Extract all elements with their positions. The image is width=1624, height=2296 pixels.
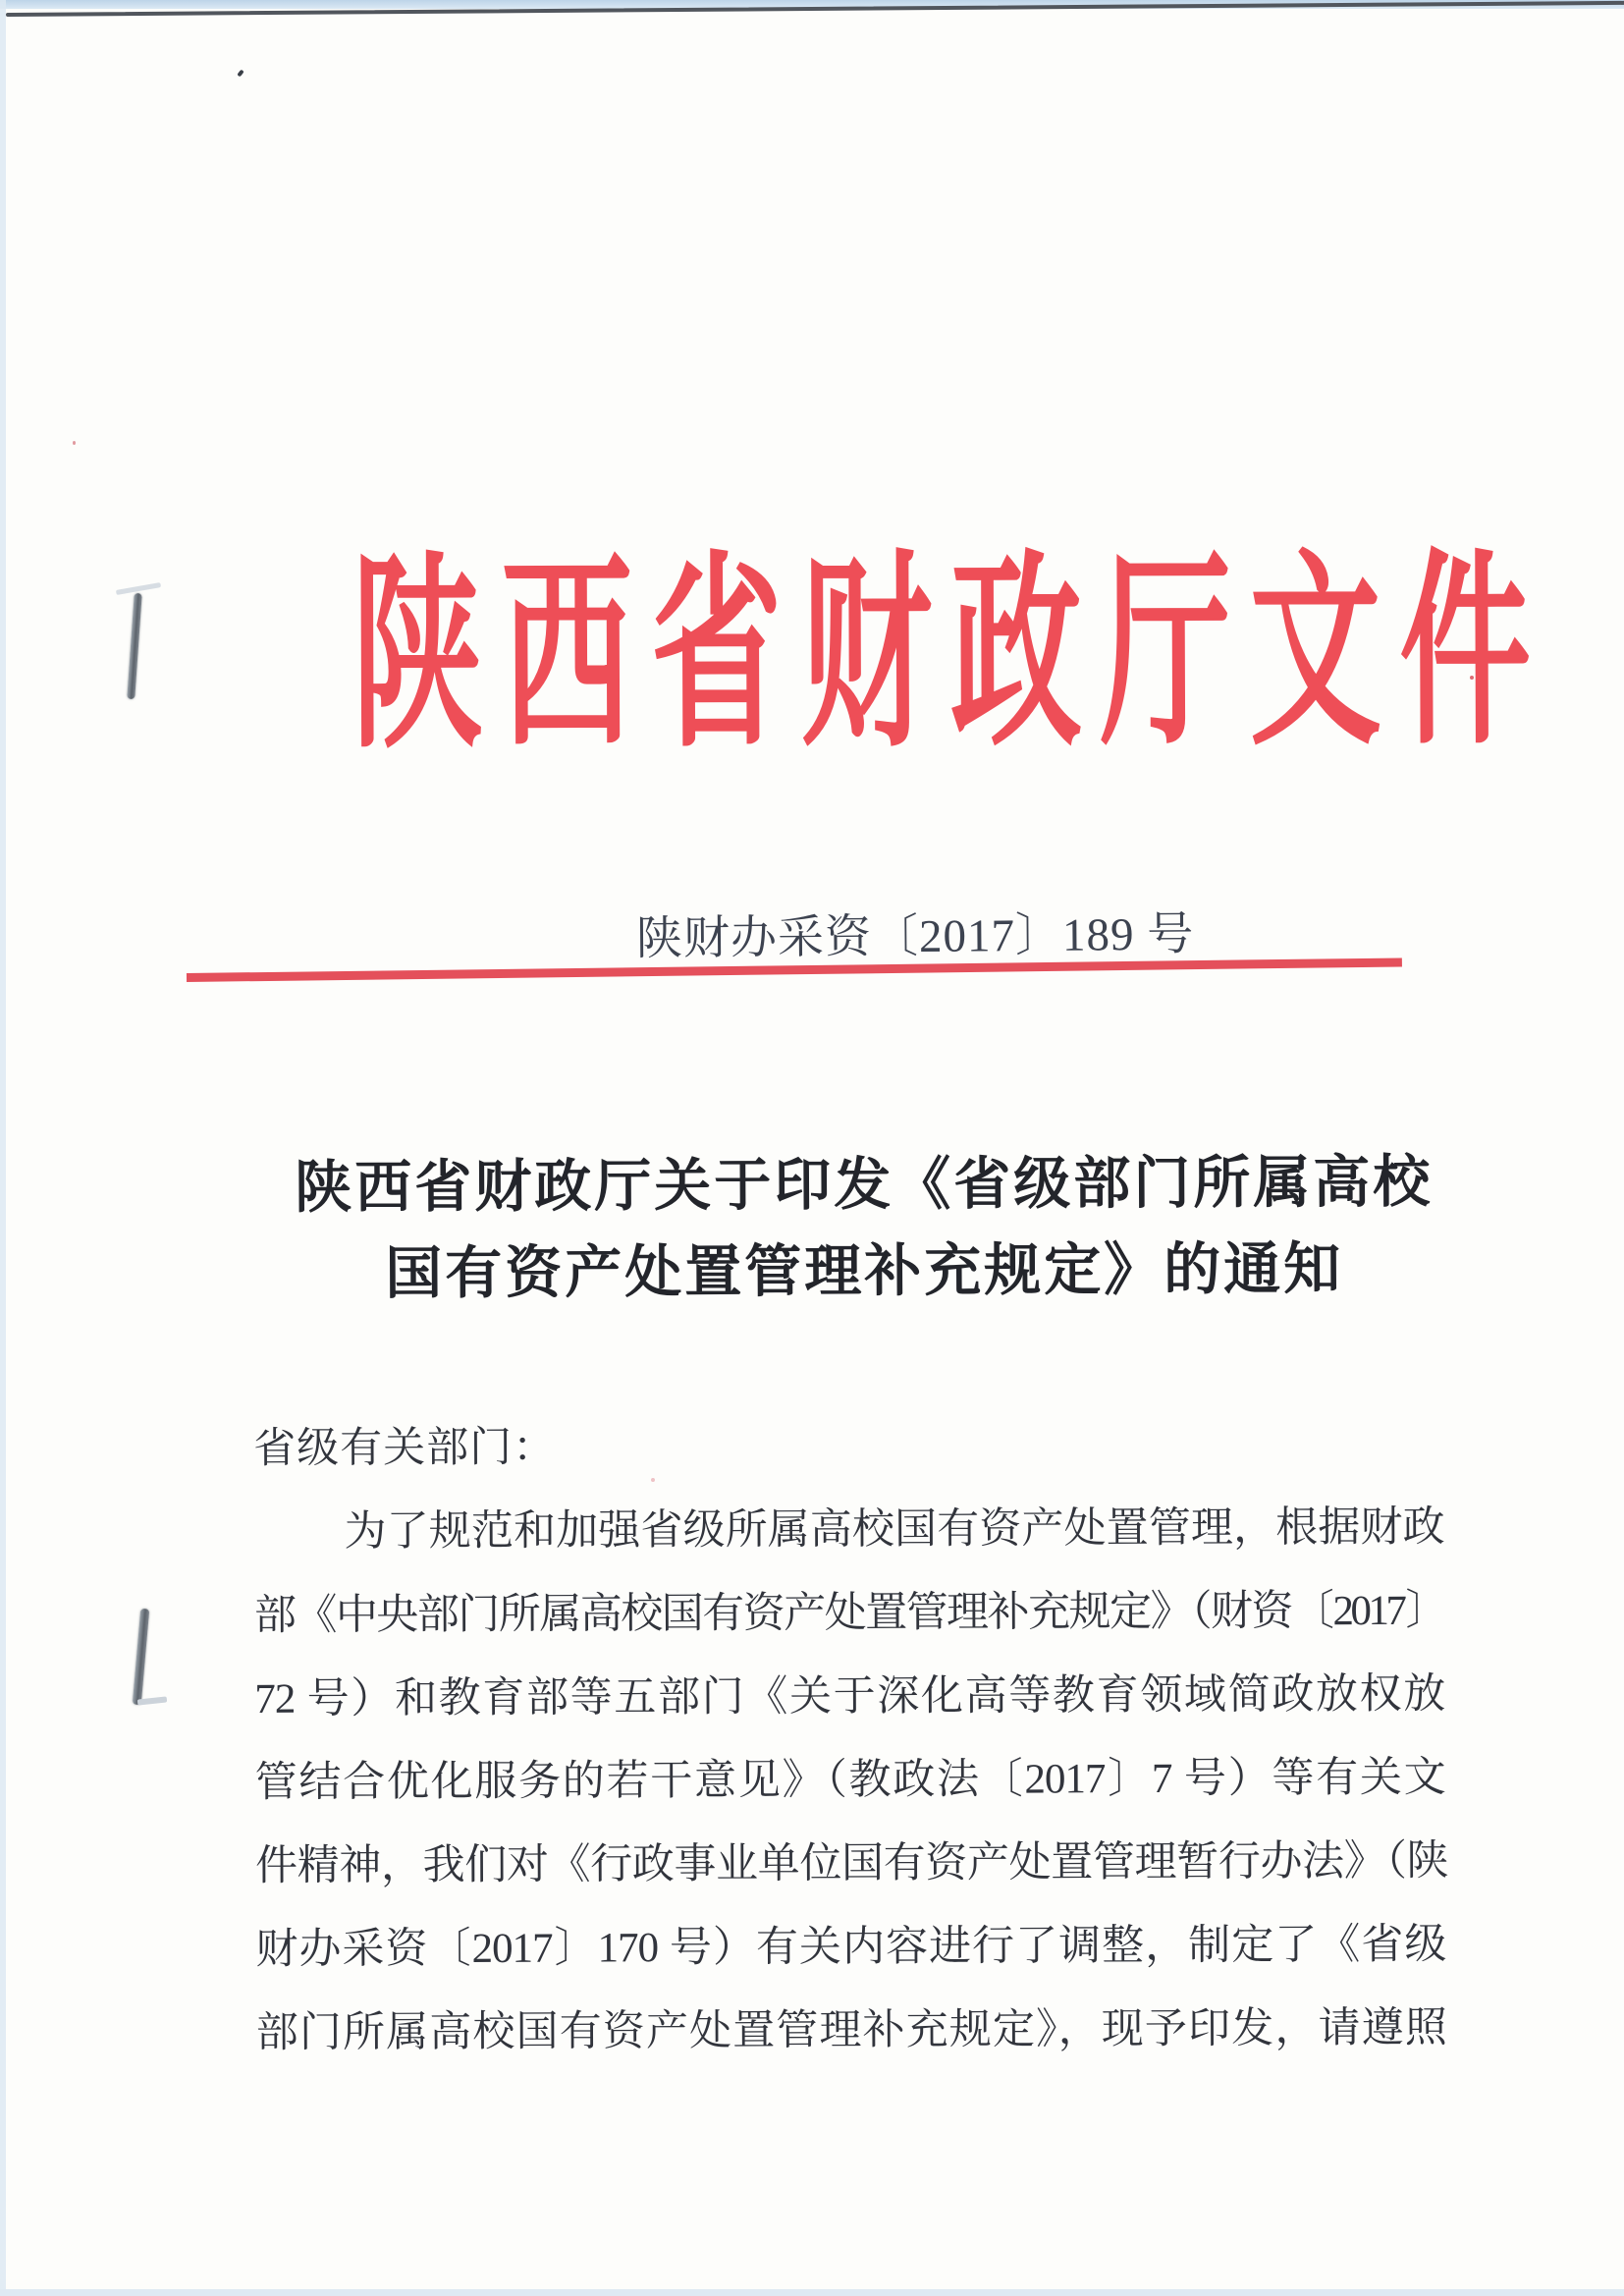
letterhead-title: 陕西省财政厅文件	[351, 537, 1550, 773]
body-line: 为了规范和加强省级所属高校国有资产处置管理，根据财政	[344, 1503, 1444, 1556]
body-line: 部《中央部门所属高校国有资产处置管理补充规定》（财资〔2017〕	[253, 1587, 1445, 1639]
subject-line-2: 国有资产处置管理补充规定》的通知	[385, 1236, 1344, 1306]
dust-speck	[73, 441, 76, 445]
body-line: 部门所属高校国有资产处置管理补充规定》，现予印发，请遵照	[255, 2004, 1446, 2056]
scanner-bottom-edge	[0, 2289, 1624, 2296]
document-body	[253, 1402, 1446, 2075]
subject-line-1: 陕西省财政厅关于印发《省级部门所属高校	[295, 1149, 1434, 1221]
body-line: 件精神，我们对《行政事业单位国有资产处置管理暂行办法》（陕	[254, 1837, 1446, 1889]
body-line: 72 号）和教育部等五部门《关于深化高等教育领域简政放权放	[254, 1670, 1445, 1722]
salutation-line: 省级有关部门：	[253, 1424, 557, 1472]
dust-speck	[237, 70, 244, 78]
letterhead	[0, 537, 1624, 773]
body-line: 管结合优化服务的若干意见》（教政法〔2017〕7 号）等有关文	[254, 1754, 1445, 1806]
body-line: 财办采资〔2017〕170 号）有关内容进行了调整，制定了《省级	[255, 1921, 1446, 1973]
document-subject	[104, 1138, 1624, 1319]
document-number: 陕财办采资〔2017〕189 号	[635, 908, 1195, 965]
scanner-left-edge	[0, 0, 6, 2296]
staple-mark-bottom	[133, 1609, 150, 1705]
